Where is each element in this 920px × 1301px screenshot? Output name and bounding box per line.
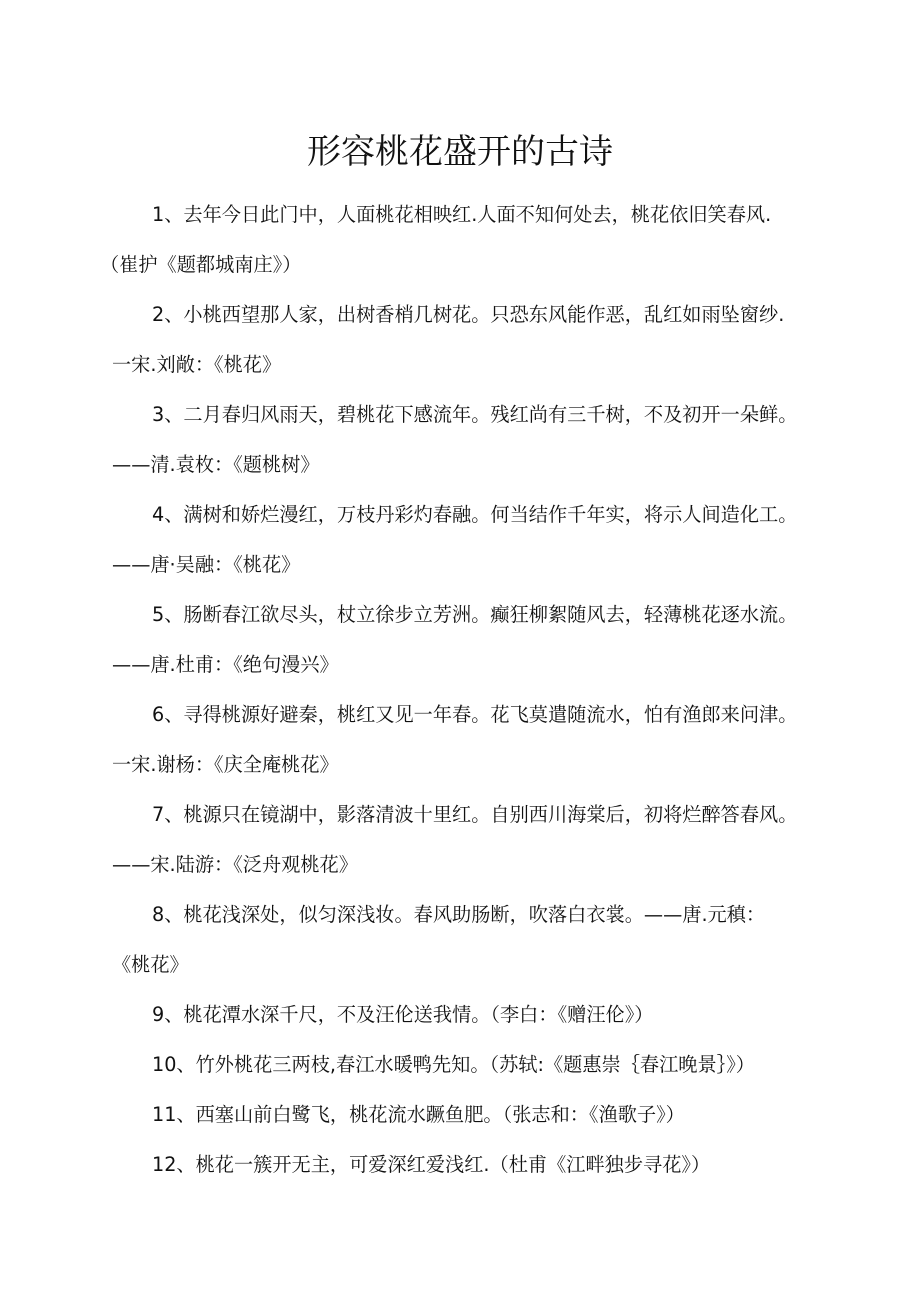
poem-line: 1、去年今日此门中，人面桃花相映红.人面不知何处去，桃花依旧笑春风. xyxy=(152,203,772,226)
poem-line: 10、竹外桃花三两枝,春江水暖鸭先知。（苏轼:《题惠崇｛春江晚景｝》） xyxy=(152,1053,755,1076)
poem-item-6 xyxy=(112,690,824,790)
poem-list xyxy=(100,190,824,1190)
poem-item-5 xyxy=(112,590,824,690)
poem-line: 5、肠断春江欲尽头，杖立徐步立芳洲。癫狂柳絮随风去，轻薄桃花逐水流。 xyxy=(152,603,798,626)
poem-item-3 xyxy=(112,390,824,490)
poem-attribution: 一宋.刘敞：《桃花》 xyxy=(112,353,282,376)
poem-attribution: ——唐.杜甫：《绝句漫兴》 xyxy=(112,653,339,676)
poem-attribution: 《桃花》 xyxy=(112,953,189,976)
poem-item-2 xyxy=(112,290,824,390)
poem-line: 3、二月春归风雨天，碧桃花下感流年。残红尚有三千树，不及初开一朵鲜。 xyxy=(152,403,798,426)
poem-line: 4、满树和娇烂漫红，万枝丹彩灼春融。何当结作千年实，将示人间造化工。 xyxy=(152,503,798,526)
poem-line: 12、桃花一簇开无主，可爱深红爱浅红.（杜甫《江畔独步寻花》） xyxy=(152,1153,711,1176)
page-title: 形容桃花盛开的古诗 xyxy=(307,132,613,172)
poem-line: 8、桃花浅深处，似匀深浅妆。春风助肠断，吹落白衣裳。——唐.元稹： xyxy=(152,903,766,926)
poem-item-8 xyxy=(112,890,824,990)
poem-attribution: ——宋.陆游：《泛舟观桃花》 xyxy=(112,853,358,876)
poem-attribution: （崔护《题都城南庄》） xyxy=(100,253,302,276)
poem-item-11 xyxy=(112,1090,824,1140)
poem-attribution: ——清.袁枚：《题桃树》 xyxy=(112,453,320,476)
poem-line: 9、桃花潭水深千尺，不及汪伦送我情。（李白：《赠汪伦》） xyxy=(152,1003,654,1026)
poem-item-10 xyxy=(112,1040,824,1090)
poem-attribution: ——唐·吴融：《桃花》 xyxy=(112,553,301,576)
poem-item-7 xyxy=(112,790,824,890)
poem-line: 6、寻得桃源好避秦，桃红又见一年春。花飞莫遣随流水，怕有渔郎来问津。 xyxy=(152,703,798,726)
poem-line: 2、小桃西望那人家，出树香梢几树花。只恐东风能作恶，乱红如雨坠窗纱. xyxy=(152,303,785,326)
poem-attribution: 一宋.谢杨：《庆全庵桃花》 xyxy=(112,753,339,776)
poem-line: 7、桃源只在镜湖中，影落清波十里红。自别西川海棠后，初将烂醉答春风。 xyxy=(152,803,798,826)
poem-item-4 xyxy=(112,490,824,590)
poem-item-12 xyxy=(112,1140,824,1190)
poem-item-1 xyxy=(100,190,824,290)
poem-line: 11、西塞山前白鹭飞，桃花流水蹶鱼肥。（张志和：《渔歌子》） xyxy=(152,1103,685,1126)
poem-item-9 xyxy=(112,990,824,1040)
